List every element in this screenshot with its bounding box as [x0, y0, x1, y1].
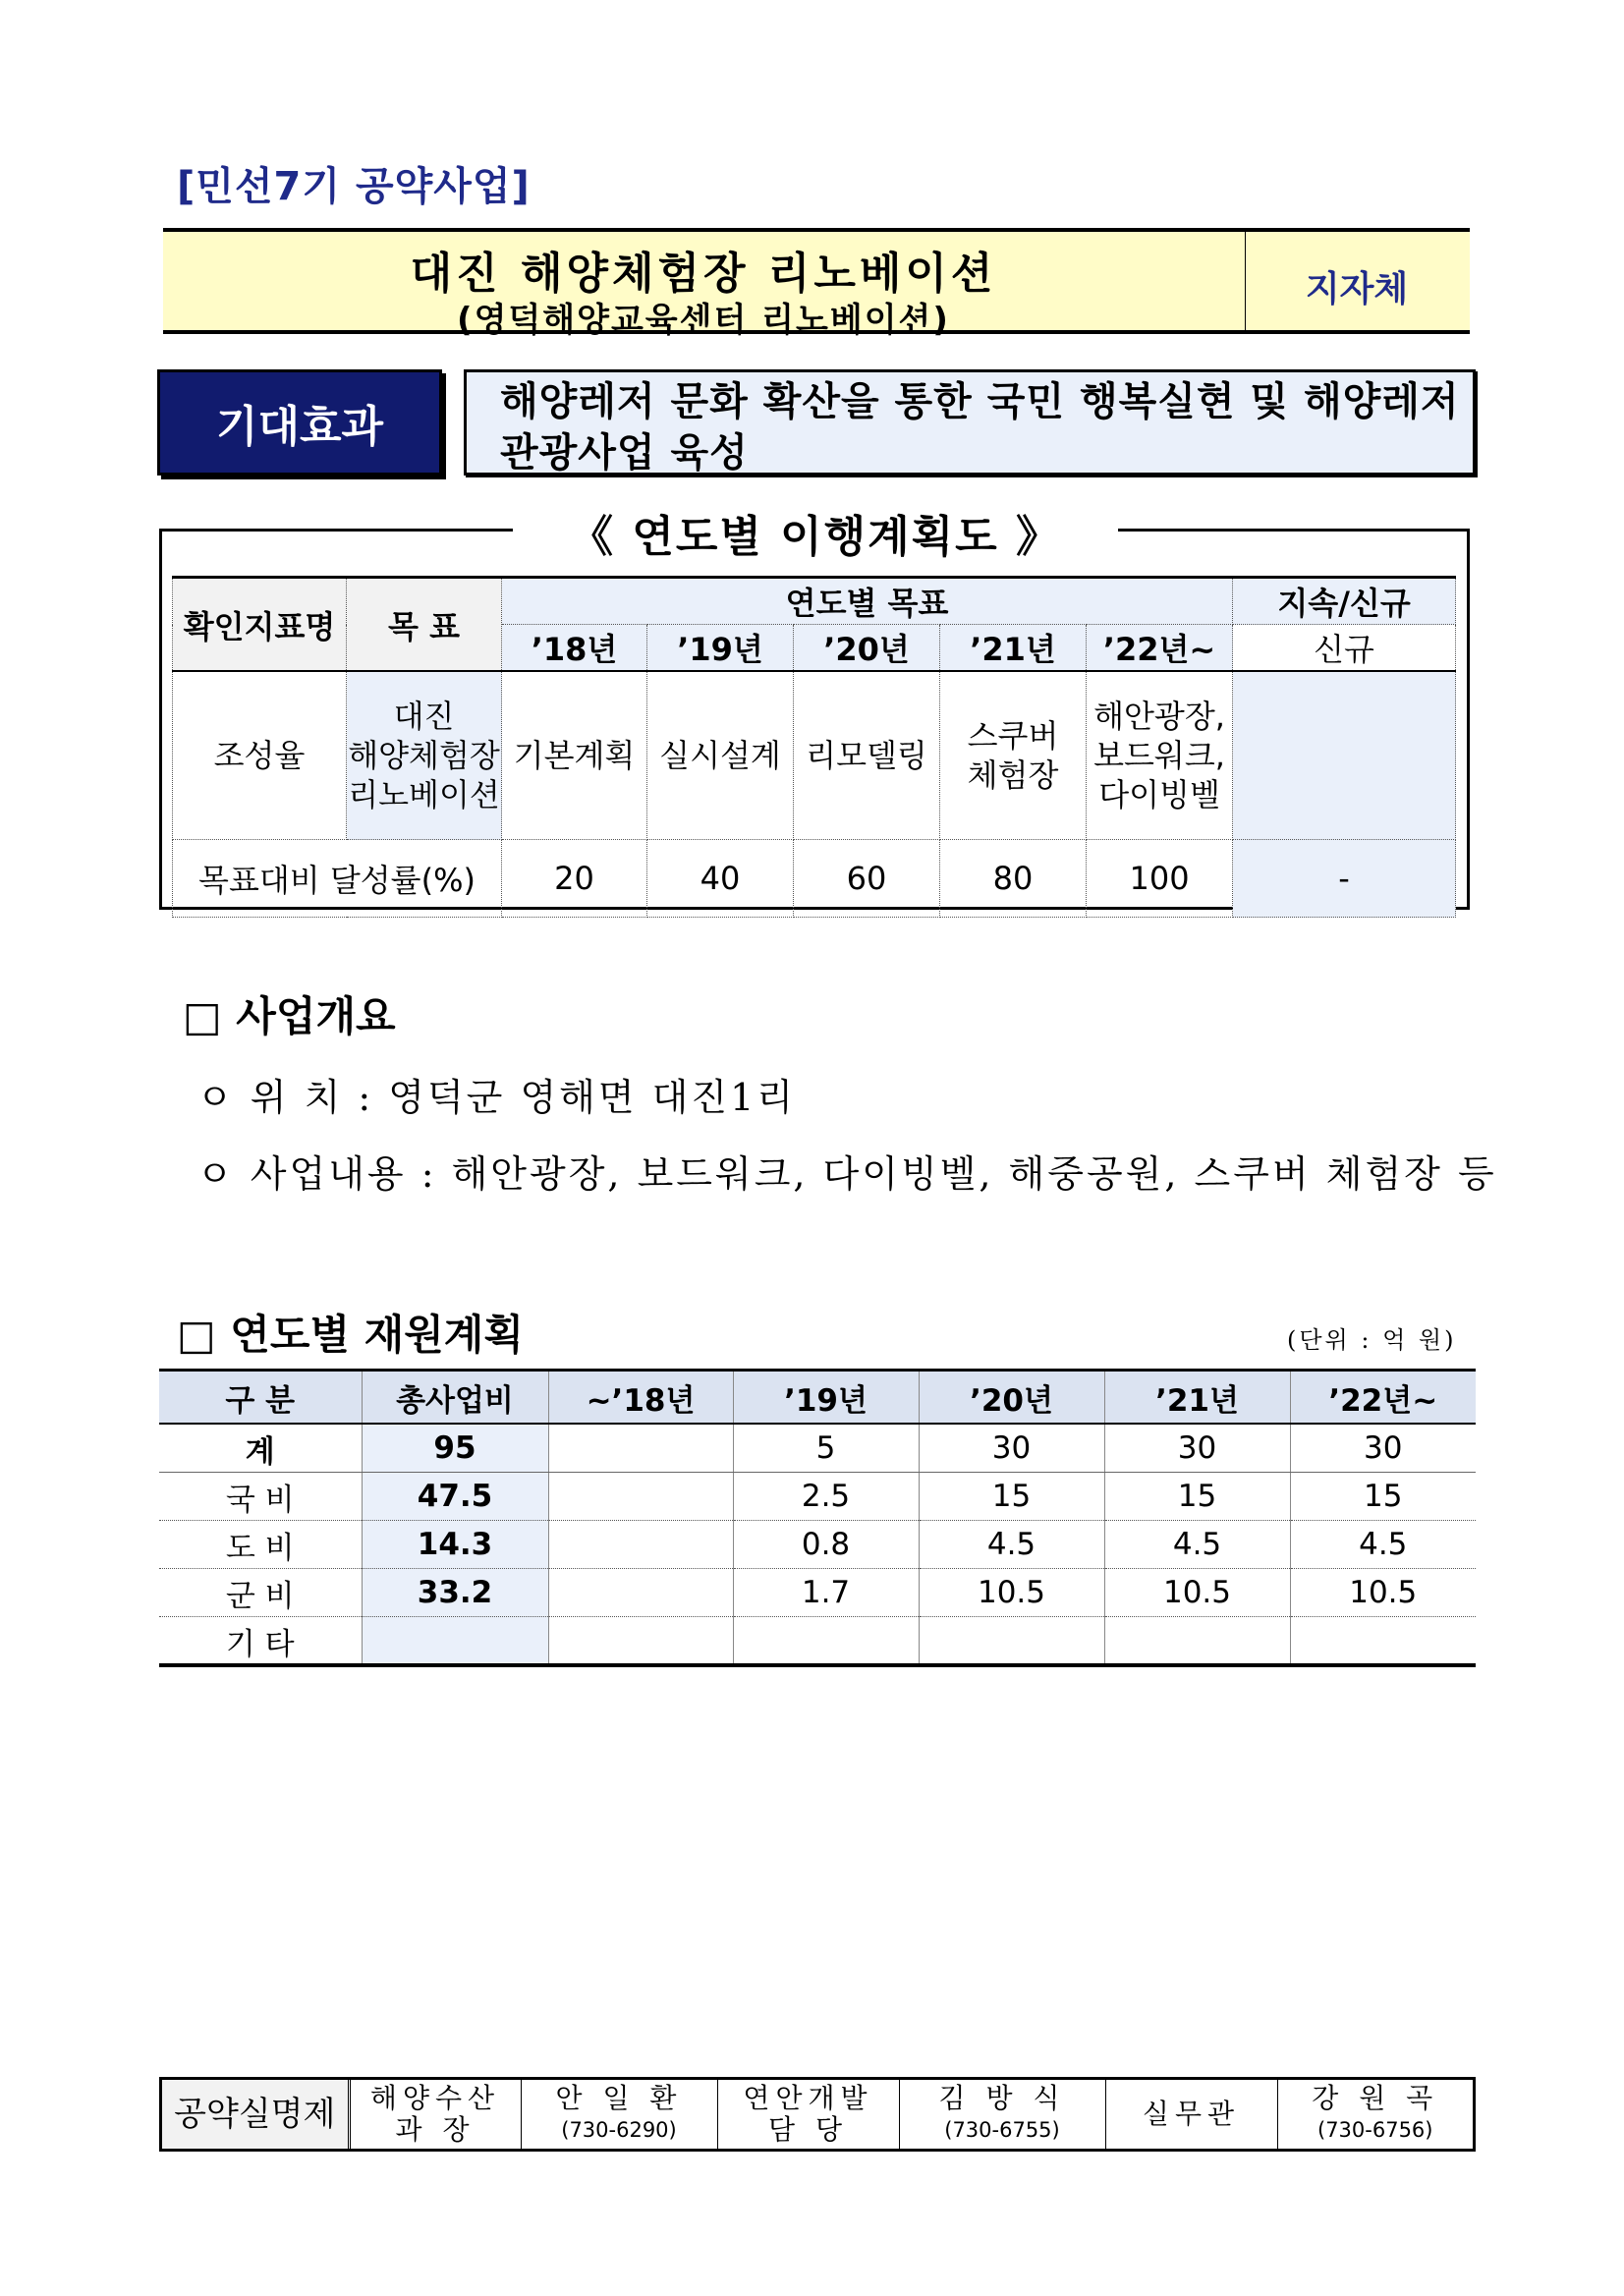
- funding-col-y18: ~’18년: [548, 1372, 733, 1424]
- page-subtitle: (영덕해양교육센터 리노베이션): [457, 301, 950, 340]
- funding-cell: 15: [1104, 1473, 1290, 1521]
- plan-frame-top-right: [1118, 529, 1470, 532]
- funding-row-label: 군 비: [159, 1569, 362, 1617]
- row1-y21-line: 체험장: [967, 756, 1059, 794]
- funding-col-label: 구 분: [159, 1372, 362, 1424]
- funding-row-total: 33.2: [362, 1569, 548, 1617]
- funding-row-total: [362, 1617, 548, 1665]
- funding-cell: 10.5: [1104, 1569, 1290, 1617]
- title-box: [163, 228, 1470, 340]
- header-indicator: 확인지표명: [173, 578, 347, 672]
- footer-role-1-line2: 과 장: [395, 2113, 476, 2146]
- row1-y18: 기본계획: [502, 671, 647, 840]
- row1-target-line: 리노베이션: [348, 776, 500, 813]
- header-year-22: ’22년~: [1087, 625, 1233, 672]
- funding-cell: 2.5: [733, 1473, 919, 1521]
- overview-location: ㅇ 위 치 : 영덕군 영해면 대진1리: [196, 1076, 796, 1119]
- row1-y22-line: 해안광장,: [1093, 698, 1225, 735]
- footer-role-1-line1: 해양수산: [369, 2082, 501, 2114]
- funding-cell: 4.5: [1290, 1521, 1476, 1569]
- overview-heading: □ 사업개요: [183, 992, 396, 1040]
- funding-cell: 10.5: [1290, 1569, 1476, 1617]
- funding-cell: 5: [733, 1424, 919, 1473]
- funding-row-total: 14.3: [362, 1521, 548, 1569]
- footer-label: 공약실명제: [162, 2080, 349, 2149]
- footer-person-2: [899, 2080, 1105, 2149]
- funding-cell: 1.7: [733, 1569, 919, 1617]
- funding-cell: [733, 1617, 919, 1665]
- funding-cell: [548, 1473, 733, 1521]
- footer-phone-3: (730-6756): [1317, 2118, 1433, 2142]
- funding-col-total: 총사업비: [362, 1372, 548, 1424]
- footer-name-1: 안 일 환: [555, 2082, 683, 2114]
- row2-value: 60: [794, 840, 940, 918]
- funding-cell: [548, 1617, 733, 1665]
- footer-table: [162, 2080, 1473, 2149]
- footer-name-3: 강 원 곡: [1312, 2082, 1439, 2114]
- plan-title: 《 연도별 이행계획도 》: [570, 512, 1061, 562]
- row2-label: 목표대비 달성률(%): [173, 840, 502, 918]
- footer-role-3-text: 실무관: [1142, 2098, 1241, 2130]
- funding-cell: 15: [1290, 1473, 1476, 1521]
- funding-bottom-rule: [159, 1663, 1476, 1667]
- row2-value: 100: [1087, 840, 1233, 918]
- funding-cell: 30: [919, 1424, 1104, 1473]
- funding-col-y19: ’19년: [733, 1372, 919, 1424]
- footer-role-3: [1105, 2080, 1277, 2149]
- effect-text: [464, 369, 1476, 476]
- funding-cell: 15: [919, 1473, 1104, 1521]
- funding-row-total: 95: [362, 1424, 548, 1473]
- funding-row-label: 국 비: [159, 1473, 362, 1521]
- header-continuity: 지속/신규: [1233, 578, 1456, 625]
- header-year-20: ’20년: [794, 625, 940, 672]
- header-year-21: ’21년: [940, 625, 1087, 672]
- owner-label: 지자체: [1305, 269, 1409, 309]
- header-year-19: ’19년: [647, 625, 794, 672]
- funding-cell: 0.8: [733, 1521, 919, 1569]
- effect-label: 기대효과: [157, 369, 442, 476]
- footer-person-3: [1277, 2080, 1473, 2149]
- row1-y22: [1087, 671, 1233, 840]
- funding-heading: □ 연도별 재원계획: [177, 1311, 524, 1359]
- continuity-value: 신규: [1233, 625, 1456, 672]
- funding-row-label: 도 비: [159, 1521, 362, 1569]
- funding-row-label: 기 타: [225, 1626, 295, 1662]
- category-label: [민선7기 공약사업]: [177, 164, 531, 209]
- row2-value: 20: [502, 840, 647, 918]
- footer-phone-2: (730-6755): [944, 2118, 1060, 2142]
- row2-value: 80: [940, 840, 1087, 918]
- row1-y21: [940, 671, 1087, 840]
- funding-cell: [548, 1569, 733, 1617]
- funding-row-label: 계: [159, 1424, 362, 1473]
- footer-role-2-line1: 연안개발: [743, 2082, 873, 2114]
- row1-target-line: 대진: [393, 698, 455, 735]
- funding-unit: (단위 : 억 원): [1287, 1326, 1457, 1354]
- funding-cell: 4.5: [919, 1521, 1104, 1569]
- row2-value: 40: [647, 840, 794, 918]
- header-target: 목 표: [347, 578, 502, 672]
- footer-person-1: [521, 2080, 717, 2149]
- funding-row-total: 47.5: [362, 1473, 548, 1521]
- effect-line-1: 해양레저 문화 확산을 통한 국민 행복실현 및 해양레저: [500, 379, 1460, 424]
- funding-cell: [1104, 1617, 1290, 1665]
- funding-table: [159, 1372, 1476, 1664]
- funding-cell: 30: [1290, 1424, 1476, 1473]
- footer-name-2: 김 방 식: [938, 2082, 1066, 2114]
- funding-col-y21: ’21년: [1104, 1372, 1290, 1424]
- plan-frame-top-left: [159, 529, 513, 532]
- row1-target-line: 해양체험장: [348, 737, 500, 774]
- funding-cell: [919, 1617, 1104, 1665]
- row2-continuity: -: [1233, 840, 1456, 918]
- header-yearly: 연도별 목표: [502, 578, 1233, 625]
- row1-continuity: [1233, 671, 1456, 840]
- page-title: 대진 해양체험장 리노베이션: [410, 249, 997, 299]
- funding-col-y20: ’20년: [919, 1372, 1104, 1424]
- row1-y20: 리모델링: [794, 671, 940, 840]
- funding-cell: 30: [1104, 1424, 1290, 1473]
- funding-cell: [548, 1521, 733, 1569]
- row1-target: [347, 671, 502, 840]
- row1-indicator: 조성율: [173, 671, 347, 840]
- row1-y19: 실시설계: [647, 671, 794, 840]
- overview-content: ㅇ 사업내용 : 해안광장, 보드워크, 다이빙벨, 해중공원, 스쿠버 체험장 등: [196, 1152, 1497, 1196]
- funding-cell: 10.5: [919, 1569, 1104, 1617]
- footer-phone-1: (730-6290): [561, 2118, 677, 2142]
- funding-cell: [1290, 1617, 1476, 1665]
- footer-role-2-line2: 담 당: [768, 2113, 848, 2146]
- funding-cell: 4.5: [1104, 1521, 1290, 1569]
- plan-table: [172, 576, 1456, 918]
- row1-y22-line: 다이빙벨: [1098, 776, 1220, 813]
- row1-y21-line: 스쿠버: [967, 717, 1059, 755]
- funding-col-y22: ’22년~: [1290, 1372, 1476, 1424]
- header-year-18: ’18년: [502, 625, 647, 672]
- row1-y22-line: 보드워크,: [1093, 737, 1225, 774]
- funding-cell: [548, 1424, 733, 1473]
- effect-line-2: 관광사업 육성: [500, 430, 749, 476]
- footer-role-1: [349, 2080, 521, 2149]
- footer-role-2: [717, 2080, 899, 2149]
